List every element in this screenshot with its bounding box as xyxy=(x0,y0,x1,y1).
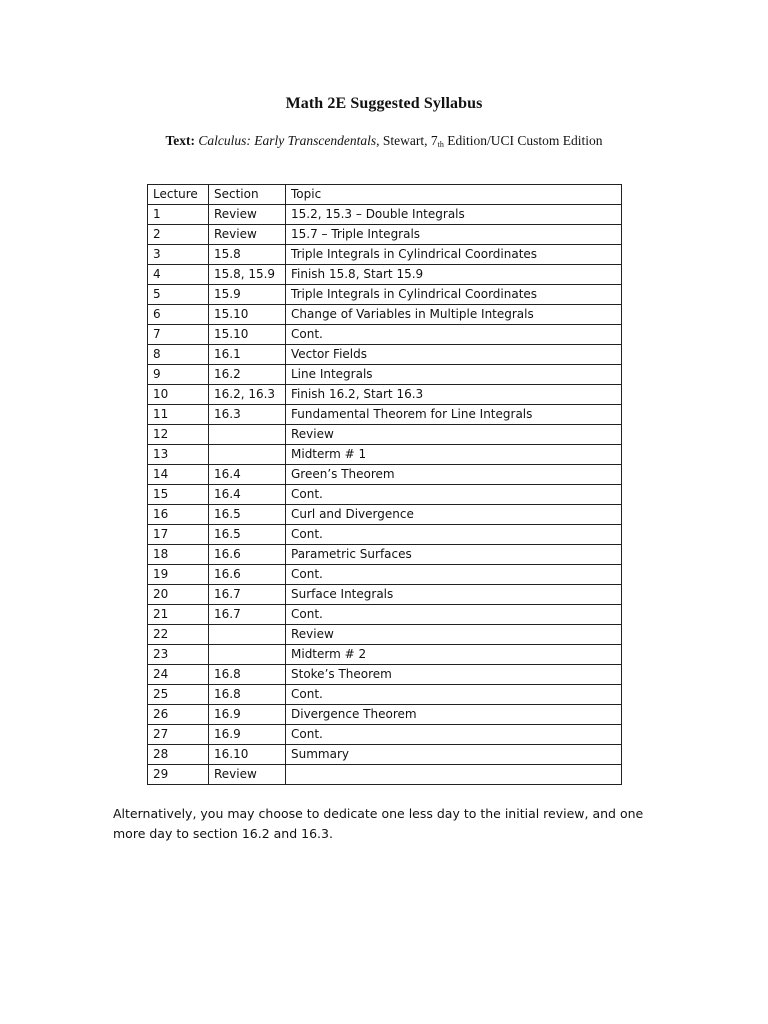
lecture-cell: 7 xyxy=(148,325,209,345)
page-title: Math 2E Suggested Syllabus xyxy=(285,95,483,112)
section-cell: 16.5 xyxy=(209,505,286,525)
topic-cell: Line Integrals xyxy=(286,365,622,385)
table-row xyxy=(148,285,622,305)
topic-cell: Triple Integrals in Cylindrical Coordinates xyxy=(286,285,622,305)
table-row xyxy=(148,205,622,225)
section-cell xyxy=(209,625,286,645)
lecture-cell: 28 xyxy=(148,745,209,765)
lecture-cell: 13 xyxy=(148,445,209,465)
topic-cell: Summary xyxy=(286,745,622,765)
section-cell: 15.8, 15.9 xyxy=(209,265,286,285)
lecture-cell: 17 xyxy=(148,525,209,545)
table-row xyxy=(148,545,622,565)
lecture-cell: 19 xyxy=(148,565,209,585)
table-row xyxy=(148,225,622,245)
section-cell: 16.8 xyxy=(209,685,286,705)
textbook-author: , Stewart, 7 xyxy=(376,133,438,148)
section-cell xyxy=(209,425,286,445)
table-row xyxy=(148,665,622,685)
section-cell: 16.1 xyxy=(209,345,286,365)
lecture-cell: 18 xyxy=(148,545,209,565)
topic-cell: Curl and Divergence xyxy=(286,505,622,525)
lecture-cell: 9 xyxy=(148,365,209,385)
table-row xyxy=(148,725,622,745)
lecture-cell: 1 xyxy=(148,205,209,225)
table-row xyxy=(148,585,622,605)
table-row xyxy=(148,565,622,585)
topic-cell: Cont. xyxy=(286,525,622,545)
topic-cell: Fundamental Theorem for Line Integrals xyxy=(286,405,622,425)
section-cell: 16.7 xyxy=(209,585,286,605)
lecture-cell: 12 xyxy=(148,425,209,445)
topic-cell: Divergence Theorem xyxy=(286,705,622,725)
lecture-cell: 10 xyxy=(148,385,209,405)
table-row xyxy=(148,685,622,705)
topic-cell: Parametric Surfaces xyxy=(286,545,622,565)
topic-cell: 15.2, 15.3 – Double Integrals xyxy=(286,205,622,225)
lecture-cell: 11 xyxy=(148,405,209,425)
topic-cell: Stoke’s Theorem xyxy=(286,665,622,685)
section-cell xyxy=(209,645,286,665)
table-row xyxy=(148,485,622,505)
header-topic: Topic xyxy=(286,185,622,205)
section-cell: 16.2 xyxy=(209,365,286,385)
textbook-edition-suffix: th xyxy=(437,140,444,149)
table-row xyxy=(148,365,622,385)
table-row xyxy=(148,525,622,545)
section-cell xyxy=(209,445,286,465)
lecture-cell: 24 xyxy=(148,665,209,685)
topic-cell: Surface Integrals xyxy=(286,585,622,605)
topic-cell: Cont. xyxy=(286,485,622,505)
table-body xyxy=(148,205,622,785)
topic-cell: Cont. xyxy=(286,725,622,745)
table-row xyxy=(148,425,622,445)
header-section: Section xyxy=(209,185,286,205)
lecture-cell: 22 xyxy=(148,625,209,645)
table-row xyxy=(148,305,622,325)
table-row xyxy=(148,645,622,665)
topic-cell: Finish 15.8, Start 15.9 xyxy=(286,265,622,285)
table-row xyxy=(148,265,622,285)
section-cell: 15.8 xyxy=(209,245,286,265)
section-cell: 16.9 xyxy=(209,725,286,745)
syllabus-table xyxy=(147,184,622,785)
header-lecture: Lecture xyxy=(148,185,209,205)
topic-cell: Triple Integrals in Cylindrical Coordinates xyxy=(286,245,622,265)
topic-cell: Finish 16.2, Start 16.3 xyxy=(286,385,622,405)
lecture-cell: 16 xyxy=(148,505,209,525)
topic-cell: Vector Fields xyxy=(286,345,622,365)
section-cell: 16.6 xyxy=(209,565,286,585)
table-row xyxy=(148,605,622,625)
topic-cell: Cont. xyxy=(286,565,622,585)
lecture-cell: 8 xyxy=(148,345,209,365)
table-row xyxy=(148,705,622,725)
lecture-cell: 27 xyxy=(148,725,209,745)
table-row xyxy=(148,385,622,405)
section-cell: 16.6 xyxy=(209,545,286,565)
lecture-cell: 25 xyxy=(148,685,209,705)
lecture-cell: 23 xyxy=(148,645,209,665)
table-row xyxy=(148,325,622,345)
table-row xyxy=(148,625,622,645)
section-cell: 16.2, 16.3 xyxy=(209,385,286,405)
topic-cell: Cont. xyxy=(286,685,622,705)
section-cell: 16.5 xyxy=(209,525,286,545)
lecture-cell: 21 xyxy=(148,605,209,625)
lecture-cell: 5 xyxy=(148,285,209,305)
topic-cell: Midterm # 2 xyxy=(286,645,622,665)
table-row xyxy=(148,765,622,785)
table-row xyxy=(148,505,622,525)
topic-cell: 15.7 – Triple Integrals xyxy=(286,225,622,245)
section-cell: Review xyxy=(209,205,286,225)
section-cell: Review xyxy=(209,225,286,245)
table-row xyxy=(148,745,622,765)
textbook-edition: Edition/UCI Custom Edition xyxy=(443,133,603,148)
table-row xyxy=(148,465,622,485)
topic-cell: Change of Variables in Multiple Integrals xyxy=(286,305,622,325)
section-cell: 15.10 xyxy=(209,325,286,345)
textbook-line xyxy=(0,133,768,149)
section-cell: 16.3 xyxy=(209,405,286,425)
section-cell: 16.9 xyxy=(209,705,286,725)
section-cell: 15.10 xyxy=(209,305,286,325)
topic-cell: Review xyxy=(286,425,622,445)
textbook-label: Text: xyxy=(165,133,195,148)
section-cell: 15.9 xyxy=(209,285,286,305)
lecture-cell: 15 xyxy=(148,485,209,505)
topic-cell: Cont. xyxy=(286,605,622,625)
lecture-cell: 4 xyxy=(148,265,209,285)
lecture-cell: 2 xyxy=(148,225,209,245)
topic-cell: Green’s Theorem xyxy=(286,465,622,485)
table-row xyxy=(148,445,622,465)
section-cell: 16.8 xyxy=(209,665,286,685)
topic-cell: Review xyxy=(286,625,622,645)
textbook-title: Calculus: Early Transcendentals xyxy=(198,133,377,148)
lecture-cell: 29 xyxy=(148,765,209,785)
table-row xyxy=(148,405,622,425)
table-row xyxy=(148,345,622,365)
lecture-cell: 3 xyxy=(148,245,209,265)
table-row xyxy=(148,245,622,265)
section-cell: 16.10 xyxy=(209,745,286,765)
lecture-cell: 26 xyxy=(148,705,209,725)
section-cell: 16.4 xyxy=(209,485,286,505)
topic-cell xyxy=(286,765,622,785)
lecture-cell: 14 xyxy=(148,465,209,485)
section-cell: Review xyxy=(209,765,286,785)
topic-cell: Midterm # 1 xyxy=(286,445,622,465)
alternative-note: Alternatively, you may choose to dedicate one less day to the initial review, and one more day to section 16.2 and 16.3. xyxy=(113,806,644,841)
section-cell: 16.7 xyxy=(209,605,286,625)
section-cell: 16.4 xyxy=(209,465,286,485)
lecture-cell: 20 xyxy=(148,585,209,605)
lecture-cell: 6 xyxy=(148,305,209,325)
topic-cell: Cont. xyxy=(286,325,622,345)
table-header-row xyxy=(148,185,622,205)
